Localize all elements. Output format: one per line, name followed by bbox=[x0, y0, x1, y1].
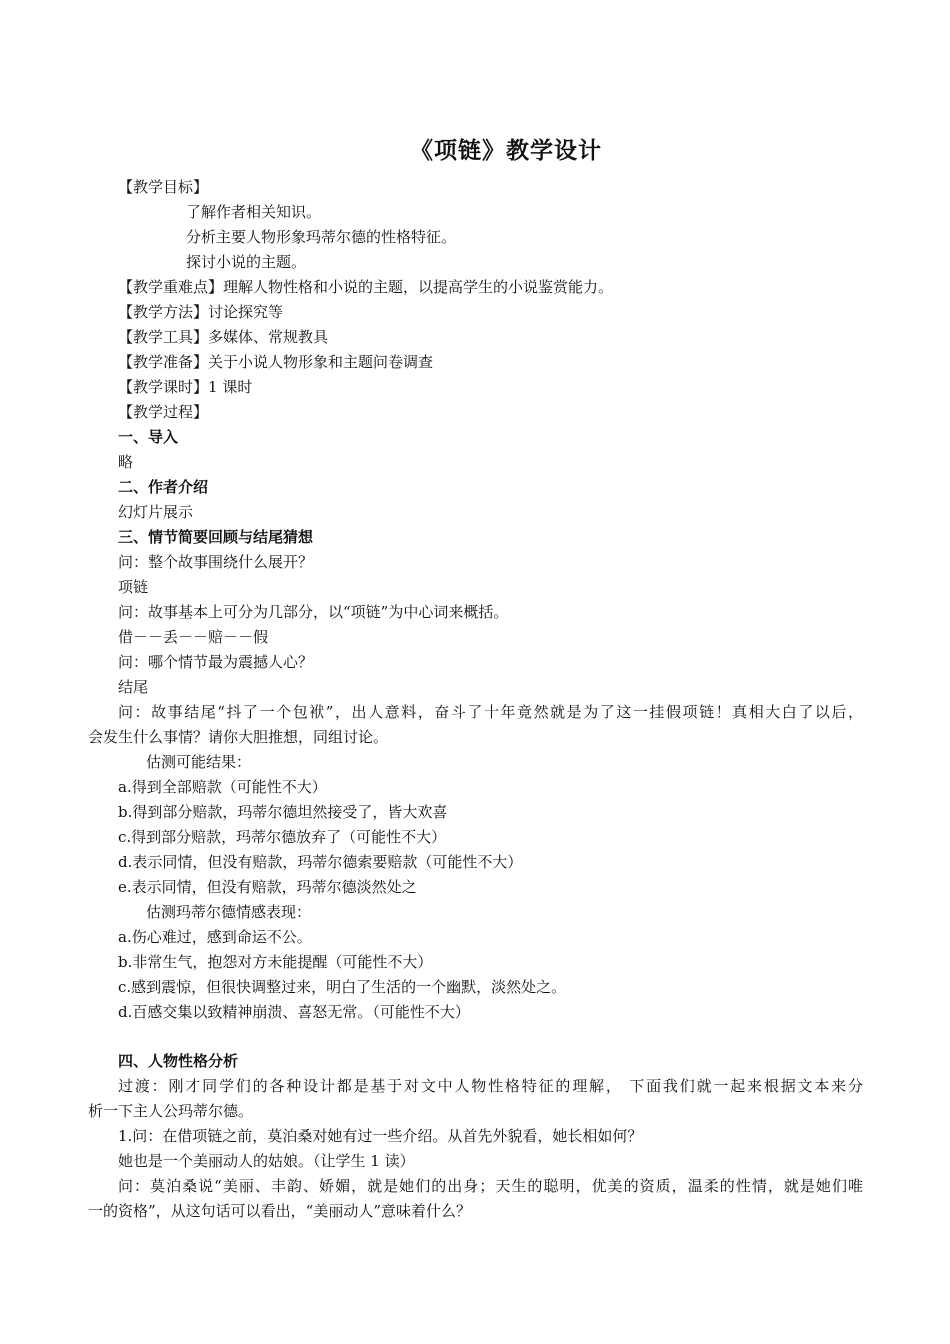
meta-difficulty: 【教学重难点】理解人物性格和小说的主题，以提高学生的小说鉴赏能力。 bbox=[118, 278, 614, 296]
document-title: 《项链》教学设计 bbox=[410, 138, 602, 164]
question-line: 问：故事结尾“抖了一个包袱”，出人意料，奋斗了十年竟然就是为了这一挂假项链！真相大白了以后， bbox=[118, 703, 863, 721]
meta-tools: 【教学工具】多媒体、常规教具 bbox=[118, 328, 329, 346]
section-heading-plot: 三、情节简要回顾与结尾猜想 bbox=[118, 528, 314, 546]
meta-process: 【教学过程】 bbox=[118, 403, 209, 421]
question: 问：整个故事围绕什么展开？ bbox=[118, 553, 314, 571]
paragraph-line: 问：莫泊桑说“美丽、丰韵、娇媚，就是她们的出身；天生的聪明，优美的资质，温柔的性情，就是她们唯 bbox=[118, 1177, 863, 1195]
section-heading-author: 二、作者介绍 bbox=[118, 478, 209, 496]
section-body: 略 bbox=[118, 453, 134, 471]
list-item: b.非常生气，抱怨对方未能提醒（可能性不大） bbox=[118, 953, 433, 971]
objective-item: 分析主要人物形象玛蒂尔德的性格特征。 bbox=[186, 228, 457, 246]
section-heading-character: 四、人物性格分析 bbox=[118, 1052, 239, 1070]
list-item: b.得到部分赔款，玛蒂尔德坦然接受了，皆大欢喜 bbox=[118, 803, 448, 821]
question: 问：故事基本上可分为几部分，以“项链”为中心词来概括。 bbox=[118, 603, 509, 621]
results-heading: 估测可能结果： bbox=[146, 753, 252, 771]
objectives-heading: 【教学目标】 bbox=[118, 178, 209, 196]
answer: 借－－丢－－赔－－假 bbox=[118, 628, 269, 646]
question: 问：哪个情节最为震撼人心？ bbox=[118, 653, 314, 671]
section-body: 幻灯片展示 bbox=[118, 503, 194, 521]
list-item: a.得到全部赔款（可能性不大） bbox=[118, 778, 327, 796]
question-line: 会发生什么事情？请你大胆推想，同组讨论。 bbox=[88, 728, 389, 746]
paragraph-line: 一的资格”，从这句话可以看出，“美丽动人”意味着什么？ bbox=[88, 1202, 472, 1220]
objective-item: 探讨小说的主题。 bbox=[186, 253, 307, 271]
meta-method: 【教学方法】讨论探究等 bbox=[118, 303, 284, 321]
answer: 结尾 bbox=[118, 678, 149, 696]
list-item: c.感到震惊，但很快调整过来，明白了生活的一个幽默，淡然处之。 bbox=[118, 978, 567, 996]
paragraph-line: 析一下主人公玛蒂尔德。 bbox=[88, 1102, 254, 1120]
list-item: d.百感交集以致精神崩溃、喜怒无常。（可能性不大） bbox=[118, 1003, 470, 1021]
list-item: c.得到部分赔款，玛蒂尔德放弃了（可能性不大） bbox=[118, 828, 447, 846]
list-item: a.伤心难过，感到命运不公。 bbox=[118, 928, 312, 946]
paragraph-line: 1.问：在借项链之前，莫泊桑对她有过一些介绍。从首先外貌看，她长相如何？ bbox=[118, 1127, 643, 1145]
list-item: e.表示同情，但没有赔款，玛蒂尔德淡然处之 bbox=[118, 878, 417, 896]
objective-item: 了解作者相关知识。 bbox=[186, 203, 322, 221]
answer: 项链 bbox=[118, 578, 149, 596]
paragraph-line: 过渡：刚才同学们的各种设计都是基于对文中人物性格特征的理解， 下面我们就一起来根据文本来分 bbox=[118, 1077, 863, 1095]
meta-hours: 【教学课时】1 课时 bbox=[118, 378, 253, 396]
meta-preparation: 【教学准备】关于小说人物形象和主题问卷调查 bbox=[118, 353, 434, 371]
section-heading-intro: 一、导入 bbox=[118, 428, 179, 446]
paragraph-line: 她也是一个美丽动人的姑娘。（让学生 1 读） bbox=[118, 1152, 415, 1170]
list-item: d.表示同情，但没有赔款，玛蒂尔德索要赔款（可能性不大） bbox=[118, 853, 523, 871]
emotions-heading: 估测玛蒂尔德情感表现： bbox=[146, 903, 312, 921]
